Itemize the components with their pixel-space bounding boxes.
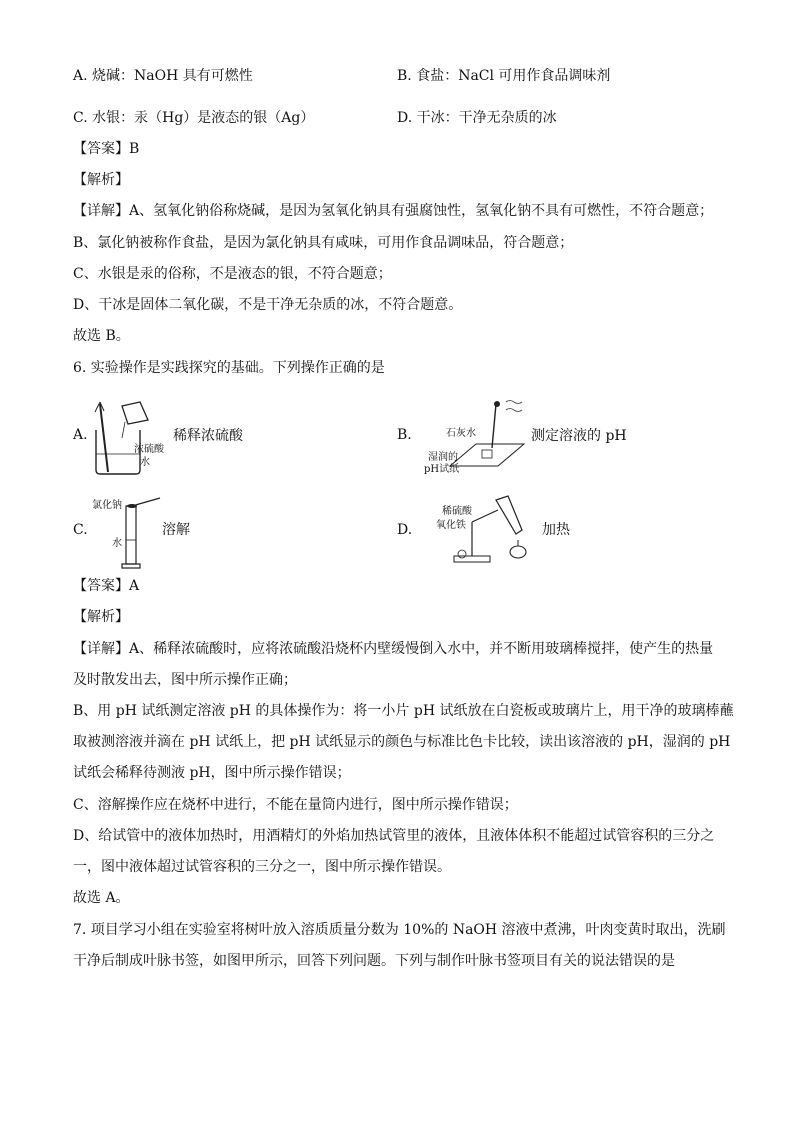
fig-label: 石灰水 [446,428,476,439]
q5-detail-line: B、氯化钠被称作食盐，是因为氯化钠具有咸味，可用作食品调味品，符合题意； [73,235,574,251]
fig-label: 水 [112,538,122,549]
q6-option-a-letter: A. [73,427,88,443]
q6-detail-line: 【详解】A、稀释浓硫酸时，应将浓硫酸沿烧杯内壁缓慢倒入水中，并不断用玻璃棒搅拌，使产生的热量 [73,641,714,657]
fig-label: pH试纸 [424,464,460,475]
q6-stem: 6. 实验操作是实践探究的基础。下列操作正确的是 [73,360,385,376]
q6-detail-line: 及时散发出去，图中所示操作正确； [73,672,297,688]
q5-detail-line: D、干冰是固体二氧化碳，不是干净无杂质的冰，不符合题意。 [73,297,463,313]
q6-option-c-caption: 溶解 [162,522,190,538]
q5-option-b: B. 食盐：NaCl 可用作食品调味剂 [397,68,611,84]
fig-label: 水 [140,457,150,468]
fig-label: 氧化铁 [436,520,466,531]
q6-option-c-letter: C. [73,522,88,538]
q6-option-d-letter: D. [397,522,413,538]
ph-test-figure [420,396,530,480]
dilute-sulfuric-acid-figure [92,398,172,478]
q6-option-a-caption: 稀释浓硫酸 [173,428,243,444]
q6-detail-line: D、给试管中的液体加热时，用酒精灯的外焰加热试管里的液体，且液体体积不能超过试管容积的三分之 [73,828,715,844]
q6-option-d-caption: 加热 [542,522,570,538]
q6-analysis-label: 【解析】 [73,609,129,625]
q7-stem-line: 干净后制成叶脉书签，如图甲所示，回答下列问题。下列与制作叶脉书签项目有关的说法错误的是 [73,953,675,969]
q6-option-b-caption: 测定溶液的 pH [531,428,627,444]
q6-detail-line: B、用 pH 试纸测定溶液 pH 的具体操作为：将一小片 pH 试纸放在白瓷板或玻璃片上，用干净的玻璃棒蘸 [73,703,734,719]
q5-analysis-label: 【解析】 [73,172,129,188]
fig-label: 氯化钠 [92,500,122,511]
fig-label: 浓硫酸 [134,444,164,455]
q6-answer: 【答案】A [73,578,140,594]
fig-label: 稀硫酸 [442,506,472,517]
q5-detail-line: 故选 B。 [73,328,130,344]
q6-detail-line: C、溶解操作应在烧杯中进行，不能在量筒内进行，图中所示操作错误； [73,797,518,813]
q5-option-d: D. 干冰：干净无杂质的冰 [397,110,557,126]
q5-detail-line: C、水银是汞的俗称，不是液态的银，不符合题意； [73,266,392,282]
q6-detail-line: 一，图中液体超过试管容积的三分之一，图中所示操作错误。 [73,859,451,875]
q7-stem-line: 7. 项目学习小组在实验室将树叶放入溶质质量分数为 10%的 NaOH 溶液中煮沸，叶肉变黄时取出，洗刷 [73,922,726,938]
q5-option-a: A. 烧碱：NaOH 具有可燃性 [73,68,253,84]
q6-detail-line: 试纸会稀释待测液 pH，图中所示操作错误； [73,765,351,781]
dissolve-figure [92,492,172,572]
q6-detail-line: 故选 A。 [73,890,130,906]
q6-option-b-letter: B. [397,427,412,443]
q5-answer: 【答案】B [73,141,140,157]
heating-figure [418,492,538,572]
q5-option-c: C. 水银：汞（Hg）是液态的银（Ag） [73,110,315,126]
q5-detail-line: 【详解】A、氢氧化钠俗称烧碱，是因为氢氧化钠具有强腐蚀性，氢氧化钠不具有可燃性，不符合题意； [73,203,714,219]
q6-detail-line: 取被测溶液并滴在 pH 试纸上，把 pH 试纸显示的颜色与标准比色卡比较，读出该溶液的 pH，湿润的 pH [73,734,731,750]
fig-label: 湿润的 [428,452,458,463]
